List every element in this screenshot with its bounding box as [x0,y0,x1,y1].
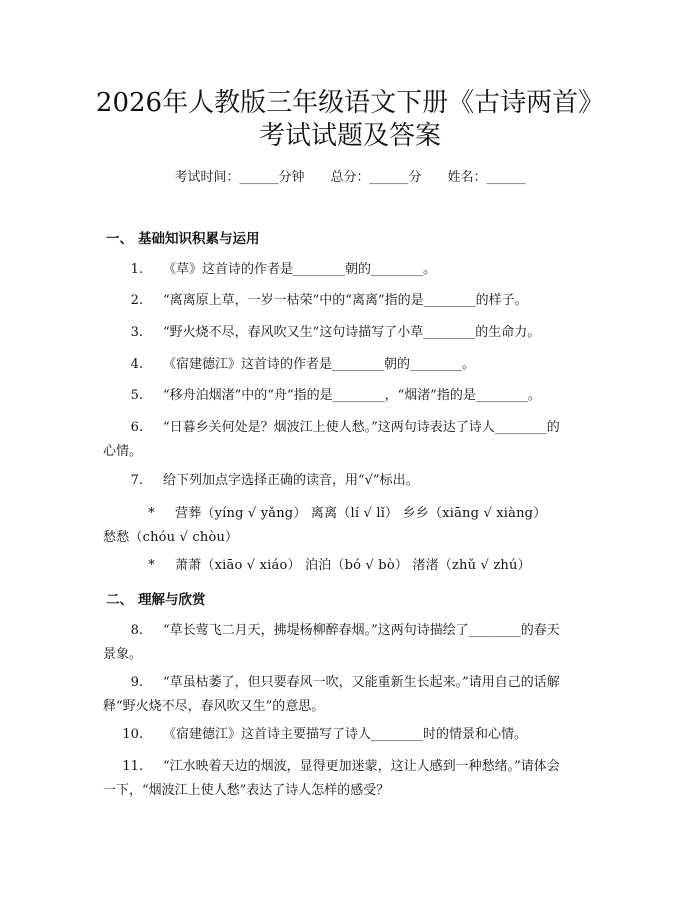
question-item [103,384,603,408]
question-text: 《宿建德江》这首诗主要描写了诗人________时的情景和心情。 [163,727,528,742]
question-item [103,321,603,345]
question-text: 《草》这首诗的作者是________朝的________。 [163,262,437,277]
page-title-line1: 2026年人教版三年级语文下册《古诗两首》 [95,88,605,118]
question-text: 《宿建德江》这首诗的作者是________朝的________。 [163,357,476,372]
question-number: 3. [130,325,143,340]
question-item [103,416,603,464]
question-continuation: 一下，“烟波江上使人愁”表达了诗人怎样的感受？ [103,783,390,798]
section-number: 二、 [106,592,133,608]
question-number: 7. [130,473,143,488]
question-text: “草长莺飞二月天，拂堤杨柳醉春烟。”这两句诗描绘了________的春天 [163,623,560,638]
question-number: 9. [130,675,143,690]
exam-time: 考试时间：______分钟 [174,170,305,185]
pinyin-option-line: 萧萧（xiāo √ xiáo） 泊泊（bó √ bò） 渚渚（zhǔ √ zhú） [175,558,531,573]
question-text: “野火烧不尽，春风吹又生”这句诗描写了小草________的生命力。 [163,325,541,340]
section-title: 基础知识积累与运用 [138,231,260,247]
bullet-mark: * [148,506,155,521]
pinyin-option-group [103,554,603,578]
pinyin-option-line: 愁愁（chóu √ chòu） [103,530,239,545]
question-continuation: 释“野火烧不尽，春风吹又生”的意思。 [103,699,325,714]
question-number: 2. [130,293,143,308]
question-number: 8. [130,623,143,638]
question-number: 5. [130,388,143,403]
question-item [103,289,603,313]
question-item [103,619,603,667]
question-text: “离离原上草，一岁一枯荣”中的“离离”指的是________的样子。 [163,293,528,308]
question-item [103,353,603,377]
pinyin-option-group [103,502,603,550]
question-number: 6. [130,420,143,435]
question-text: “移舟泊烟渚”中的“舟”指的是________，“烟渚”指的是________。 [163,388,541,403]
question-number: 11. [122,759,143,774]
question-item [103,755,603,803]
section-title: 理解与欣赏 [138,592,206,608]
question-continuation: 心情。 [103,444,143,459]
question-text: “草虽枯萎了，但只要春风一吹，又能重新生长起来。”请用自己的话解 [163,675,560,690]
question-item [103,469,603,493]
section-heading [106,229,260,249]
exam-name: 姓名：______ [447,170,526,185]
bullet-mark: * [148,558,155,573]
page-title-line2: 考试试题及答案 [258,121,441,151]
section-number: 一、 [106,231,133,247]
section-heading [106,590,206,610]
pinyin-option-line: 营葬（yíng √ yǎng） 离离（lí √ lǐ） 乡乡（xiāng √ xiàng） [175,506,547,521]
question-text: “日暮乡关何处是？烟波江上使人愁。”这两句诗表达了诗人________的 [163,420,560,435]
exam-score: 总分：______分 [330,170,422,185]
question-number: 1. [130,262,143,277]
question-item [103,258,603,282]
exam-meta [0,168,700,188]
question-continuation: 景象。 [103,647,143,662]
question-number: 4. [130,357,143,372]
question-item [103,723,603,747]
question-text: 给下列加点字选择正确的读音，用“√”标出。 [163,473,419,488]
question-text: “江水映着天边的烟波，显得更加迷蒙，这让人感到一种愁绪。”请体会 [163,759,560,774]
question-item [103,671,603,719]
question-number: 10. [122,727,143,742]
